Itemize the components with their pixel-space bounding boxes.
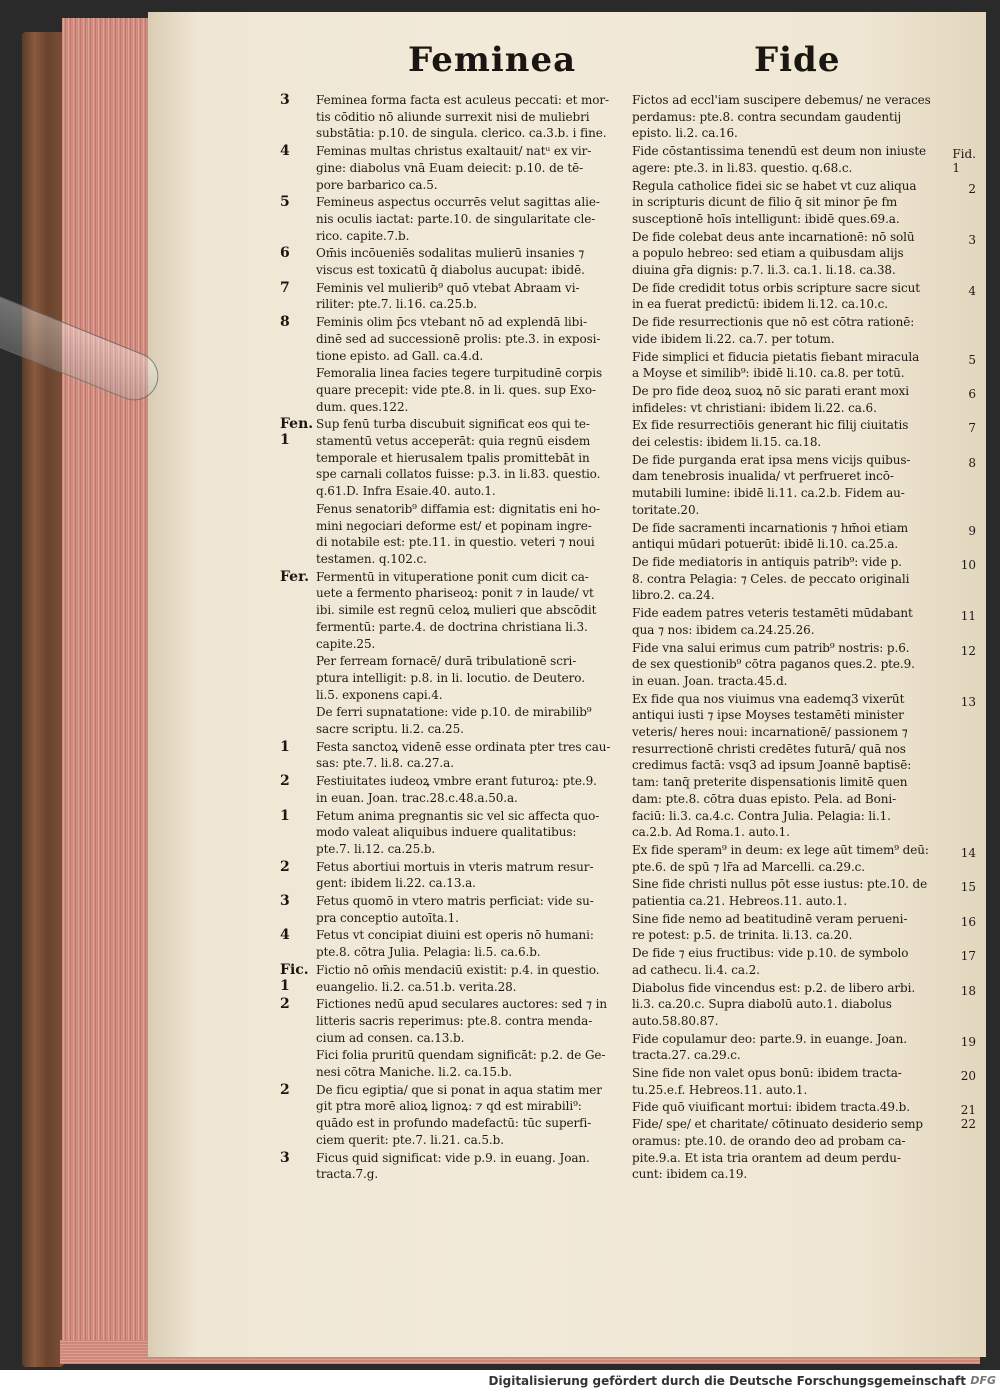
entry-text: De fide sacramenti incarnationis ⁊ hm̄oi etiam antiqui mūdari potuerūt: ibidē li.10. ca.25.a. <box>632 520 909 552</box>
index-entry <box>632 178 976 228</box>
index-entry <box>632 349 976 382</box>
index-entry <box>632 554 976 604</box>
entry-text: Regula catholice fidei sic se habet vt cuz aliqua in scripturis dicunt de filio q̄ sit minor p̄e fm susceptionē hoīs intelligunt: ibidē ques.69.a. <box>632 178 917 226</box>
entry-number: 9 <box>968 523 976 538</box>
index-entry <box>282 365 636 415</box>
entry-text: De ficu egiptia/ que si ponat in aqua statim mer git ptra morē alioꝝ lignoꝝ: ⁊ qd est mirabili⁹: quādo est in profundo madefactū: tūc superfi- ciem querit: pte.7. li.21. ca.5.b. <box>316 1082 602 1147</box>
entry-text: Feminas multas christus exaltauit/ natᵘ ex vir- gine: diabolus vnā Euam deiecit: p.10. de tē- pore barbarico ca.5. <box>316 144 592 192</box>
entry-number: 18 <box>960 983 976 998</box>
entry-text: Fetus abortiui mortuis in vteris matrum resur- gent: ibidem li.22. ca.13.a. <box>316 859 594 891</box>
entry-text: Feminea forma facta est aculeus peccati: et mor- tis cōditio nō aliunde surrexit nisi de muliebri substātia: p.10. de singula. clerico. ca.3.b. i fine. <box>316 93 610 141</box>
entry-marker: 4 <box>280 927 290 944</box>
entry-marker: 2 <box>280 1081 290 1098</box>
entry-text: Fide simplici et fiducia pietatis fiebant miracula a Moyse et similib⁹: ibidē li.10. ca.8. per totū. <box>632 349 920 381</box>
entry-number: 21 22 <box>960 1103 976 1132</box>
entry-text: Diabolus fide vincendus est: p.2. de libero arbi. li.3. ca.20.c. Supra diabolū auto.1. diabolus auto.58.80.87. <box>632 980 916 1028</box>
entry-text: De pro fide deoꝝ suoꝝ nō sic parati erant moxi infideles: vt christiani: ibidem li.22. ca.6. <box>632 383 909 415</box>
index-entry <box>632 1031 976 1064</box>
entry-text: Sine fide nemo ad beatitudinē veram perueni- re potest: p.5. de trinita. li.13. ca.20. <box>632 911 908 943</box>
entry-text: Feminis olim p̄cs vtebant nō ad explendā libi- dinē sed ad successionē prolis: pte.3. in exposi- tione episto. ad Gall. ca.4.d. <box>316 315 601 363</box>
index-entry <box>282 501 636 568</box>
entry-text: Fermentū in vituperatione ponit cum dicit ca- uete a fermento phariseoꝝ: ponit ⁊ in laude/ vt ibi. simile est regnū celoꝝ mulieri que abscōdit fermentū: parte.4. de doctrina christiana li.3. capite.25. <box>316 569 597 651</box>
entry-marker: 8 <box>280 314 290 331</box>
entry-marker: Fic. 1 <box>280 961 309 994</box>
entry-number: 16 <box>960 914 976 929</box>
entry-text: Festiuitates iudeoꝝ vmbre erant futuroꝝ: pte.9. in euan. Joan. trac.28.c.48.a.50.a. <box>316 774 597 805</box>
entry-text: Fenus senatorib⁹ diffamia est: dignitatis eni ho- mini negociari deforme est/ et popinam ingre- di notabile est: pte.11. in questio. veteri ⁊ noui testamen. q.102.c. <box>316 501 600 566</box>
entry-marker: 4 <box>280 143 290 160</box>
entry-text: Fide cōstantissima tenendū est deum non iniuste agere: pte.3. in li.83. questio. q.68.c. <box>632 144 927 175</box>
running-head-left: Feminea <box>408 40 577 80</box>
right-index-column <box>632 92 976 1184</box>
index-entry <box>282 927 636 960</box>
entry-number: 2 <box>968 181 976 196</box>
entry-number: 19 <box>960 1034 976 1049</box>
entry-marker: 2 <box>280 996 290 1013</box>
entry-number: 5 <box>968 352 976 367</box>
index-entry <box>632 691 976 841</box>
entry-marker: 5 <box>280 194 290 211</box>
entry-text: Fide vna salui erimus cum patrib⁹ nostris: p.6. de sex questionib⁹ cōtra paganos ques.2. pte.9. in euan. Joan. tracta.45.d. <box>632 640 915 688</box>
index-entry <box>282 704 636 737</box>
entry-text: Femineus aspectus occurrēs velut sagittas alie- nis oculis iactat: parte.10. de singularitate cle- rico. capite.7.b. <box>316 195 600 243</box>
index-entry <box>282 1082 636 1149</box>
entry-number: 15 <box>960 880 976 895</box>
index-entry <box>632 980 976 1030</box>
entry-number: 10 <box>960 557 976 572</box>
entry-number: Fid. 1 <box>952 147 976 176</box>
entry-text: Ex fide speram⁹ in deum: ex lege aūt timem⁹ deū: pte.6. de spū ⁊ lr̄a ad Marcelli. ca.29.c. <box>632 842 929 874</box>
entry-number: 4 <box>968 283 976 298</box>
entry-text: Fici folia pruritū quendam significāt: p.2. de Ge- nesi cōtra Maniche. li.2. ca.15.b. <box>316 1048 606 1080</box>
index-entry <box>632 520 976 553</box>
entry-marker: 6 <box>280 245 290 262</box>
index-entry <box>282 859 636 892</box>
index-entry <box>282 739 636 772</box>
index-entry <box>282 143 636 193</box>
entry-marker: Fen. 1 <box>280 416 314 449</box>
index-entry <box>282 1150 636 1183</box>
funding-credit: Digitalisierung gefördert durch die Deutsche Forschungsgemeinschaft <box>488 1374 966 1388</box>
entry-text: Sup fenū turba discubuit significat eos qui te- stamentū vetus acceperāt: quia regnū eisdem temporale et hierusalem tpalis promittebāt in spe carnali collatos fuisse: p.3. in li.83. questio. q.61.D. Infra Esaie.40. auto.1. <box>316 417 601 499</box>
entry-marker: 1 <box>280 807 290 824</box>
entry-number: 12 <box>960 643 976 658</box>
index-entry <box>282 962 636 995</box>
index-entry <box>632 911 976 944</box>
entry-text: Fetus vt concipiat diuini est operis nō humani: pte.8. cōtra Julia. Pelagia: li.5. ca.6.b. <box>316 928 594 960</box>
index-entry <box>632 229 976 279</box>
index-entry <box>632 383 976 416</box>
index-entry <box>282 314 636 364</box>
entry-text: Fetum anima pregnantis sic vel sic affecta quo- modo valeat aliquibus induere qualitatibus: pte.7. li.12. ca.25.b. <box>316 808 600 856</box>
entry-text: Fictio nō om̄is mendaciū existit: p.4. in questio. euangelio. li.2. ca.51.b. verita.28. <box>316 962 600 994</box>
index-entry <box>632 92 952 142</box>
index-entry <box>282 92 636 142</box>
entry-text: Fide copulamur deo: parte.9. in euange. Joan. tracta.27. ca.29.c. <box>632 1031 907 1063</box>
index-entry <box>282 773 636 806</box>
entry-text: Femoralia linea facies tegere turpitudinē corpis quare precepit: vide pte.8. in li. ques. sup Exo- dum. ques.122. <box>316 366 603 414</box>
book-spine <box>22 32 64 1367</box>
entry-text: Fetus quomō in vtero matris perficiat: vide su- pra conceptio autoīta.1. <box>316 894 594 925</box>
entry-number: 8 <box>968 455 976 470</box>
entry-number: 3 <box>968 232 976 247</box>
entry-text: De ferri supnatatione: vide p.10. de mirabilib⁹ sacre scriptu. li.2. ca.25. <box>316 705 592 737</box>
entry-text: Fictiones nedū apud seculares auctores: sed ⁊ in litteris sacris reperimus: pte.8. contra menda- cium ad consen. ca.13.b. <box>316 997 608 1045</box>
index-entry <box>632 945 976 978</box>
entry-text: Festa sanctoꝝ videnē esse ordinata pter tres cau- sas: pte.7. li.8. ca.27.a. <box>316 739 611 771</box>
entry-text: De fide credidit totus orbis scripture sacre sicut in ea fuerat predictū: ibidem li.12. ca.10.c. <box>632 280 920 312</box>
entry-text: Per ferream fornacē/ durā tribulationē scri- ptura intelligit: p.8. in li. locutio. de Deutero. li.5. exponens capi.4. <box>316 654 585 702</box>
entry-marker: 3 <box>280 893 290 910</box>
index-entry <box>632 842 976 875</box>
index-entry <box>632 417 976 450</box>
entry-marker: Fer. <box>280 568 310 585</box>
index-entry <box>632 640 976 690</box>
index-entry <box>632 876 976 909</box>
entry-number: 13 <box>960 694 976 709</box>
index-entry <box>282 194 636 244</box>
left-index-column <box>282 92 636 1184</box>
entry-text: Sine fide christi nullus pōt esse iustus: pte.10. de patientia ca.21. Hebreos.11. auto.1. <box>632 877 928 909</box>
entry-marker: 7 <box>280 279 290 296</box>
entry-text: De fide ⁊ eius fructibus: vide p.10. de symbolo ad cathecu. li.4. ca.2. <box>632 946 909 977</box>
index-entry <box>282 653 636 703</box>
entry-text: Fictos ad eccl'iam suscipere debemus/ ne veraces perdamus: pte.8. contra secundam gaudentij episto. li.2. ca.16. <box>632 93 931 141</box>
index-entry <box>632 452 976 519</box>
dfg-logo: DFG <box>970 1374 996 1387</box>
entry-number: 11 <box>960 609 976 624</box>
index-entry <box>282 245 636 278</box>
entry-marker: 1 <box>280 738 290 755</box>
index-entry <box>632 605 976 638</box>
entry-text: Fide eadem patres veteris testamēti mūdabant qua ⁊ nos: ibidem ca.24.25.26. <box>632 606 913 637</box>
index-entry <box>632 1065 976 1098</box>
entry-text: De fide colebat deus ante incarnationē: nō solū a populo hebreo: sed etiam a quibusdam alijs diuina gr̄a dignis: p.7. li.3. ca.1. li.18. ca.38. <box>632 229 915 278</box>
index-entry <box>282 808 636 858</box>
entry-text: De fide purganda erat ipsa mens vicijs quibus- dam tenebrosis inualida/ vt perfrueret incō- mutabili lumine: ibidē li.11. ca.2.b. Fidem au- toritate.20. <box>632 452 911 517</box>
entry-text: Fide quō viuificant mortui: ibidem tracta.49.b. Fide/ spe/ et charitate/ cōtinuato desiderio semp oramus: pte.10. de orando deo ad probam ca- pite.9.a. Et ista tria orantem ad deum perdu- cunt: ibidem ca.19. <box>632 1100 923 1182</box>
entry-text: Ex fide resurrectiōis generant hic filij ciuitatis dei celestis: ibidem li.15. ca.18. <box>632 418 909 450</box>
index-entry <box>282 996 636 1046</box>
index-entry <box>282 1047 636 1080</box>
index-entry <box>632 314 952 347</box>
entry-marker: 3 <box>280 1149 290 1166</box>
index-entry <box>632 280 976 313</box>
page-stack-edge <box>62 18 154 1363</box>
entry-number: 17 <box>960 949 976 964</box>
entry-text: De fide resurrectionis que nō est cōtra rationē: vide ibidem li.22. ca.7. per totum. <box>632 315 915 346</box>
entry-marker: 3 <box>280 92 290 108</box>
entry-text: Om̄is incōueniēs sodalitas mulierū insanies ⁊ viscus est toxicatū q̄ diabolus aucupat: ibidē. <box>316 246 585 278</box>
index-entry <box>282 280 636 313</box>
entry-text: Sine fide non valet opus bonū: ibidem tracta- tu.25.e.f. Hebreos.11. auto.1. <box>632 1066 902 1097</box>
entry-number: 6 <box>968 386 976 401</box>
index-entry <box>282 893 636 926</box>
entry-text: Ex fide qua nos viuimus vna eademq3 vixerūt antiqui iusti ⁊ ipse Moyses testamēti minister veteris/ heres noui: incarnationē/ passionem ⁊ resurrectionē christi credētes futurā/ quā nos credimus factā: vsq3 ad ipsum Joannē baptisē: tam: tanq̄ preterite dispensationis limitē quen dam: pte.8. cōtra duas episto. Pela. ad Boni- faciū: li.3. ca.4.c. Contra Julia. Pelagia: li.1. ca.2.b. Ad Roma.1. auto.1. <box>632 691 912 840</box>
entry-number: 14 <box>960 845 976 860</box>
entry-marker: 2 <box>280 858 290 875</box>
entry-text: Feminis vel mulierib⁹ quō vtebat Abraam vi- riliter: pte.7. li.16. ca.25.b. <box>316 280 580 312</box>
entry-text: Ficus quid significat: vide p.9. in euang. Joan. tracta.7.g. <box>316 1150 590 1182</box>
index-entry <box>282 416 636 500</box>
running-head-right: Fide <box>754 40 841 80</box>
index-entry <box>282 569 636 653</box>
entry-number: 20 <box>960 1069 976 1084</box>
entry-number: 7 <box>968 421 976 436</box>
index-entry <box>632 1099 976 1183</box>
index-entry <box>632 143 976 176</box>
entry-text: De fide mediatoris in antiquis patrib⁹: vide p. 8. contra Pelagia: ⁊ Celes. de peccato originali libro.2. ca.24. <box>632 554 910 603</box>
footer-bar <box>0 1370 1000 1393</box>
entry-marker: 2 <box>280 773 290 790</box>
